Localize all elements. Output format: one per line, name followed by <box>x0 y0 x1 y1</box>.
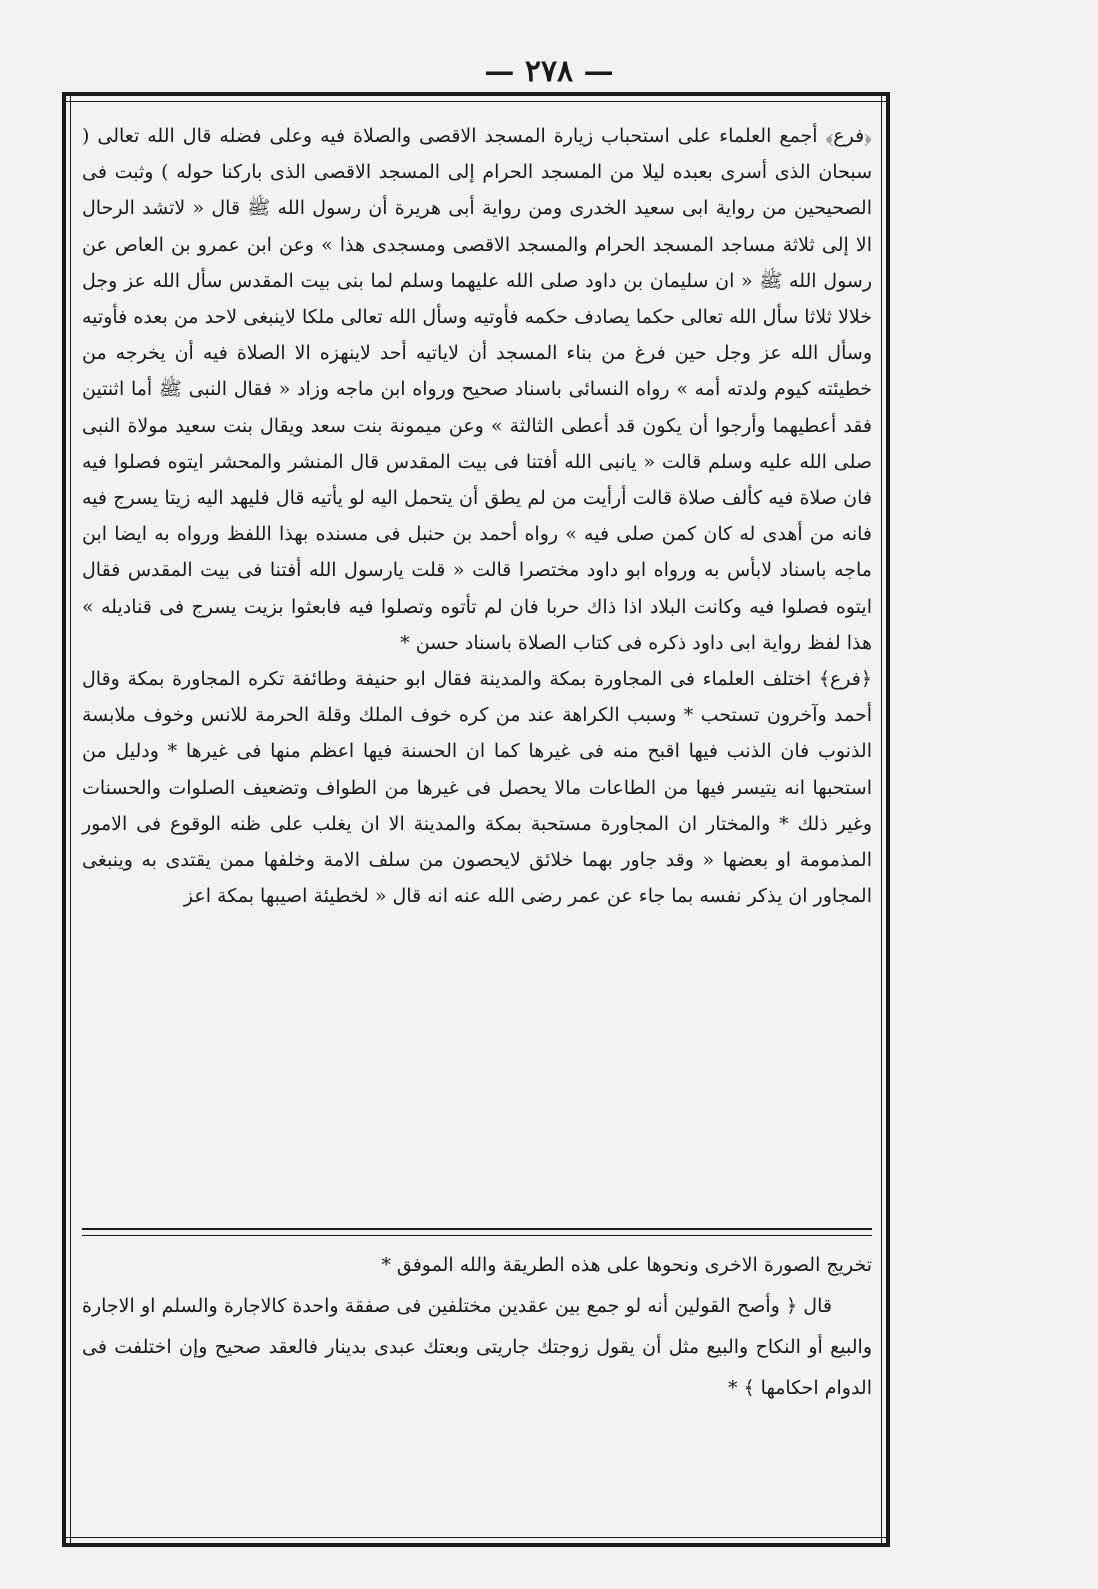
main-paragraph-2: ﴿فرع﴾ اختلف العلماء فى المجاورة بمكة والمدينة فقال ابو حنيفة وطائفة تكره المجاورة بمكة وقال أحمد وآخرون تستحب * وسبب الكراهة عند من كره خوف الملك وقلة الحرمة للانس وخوف ملابسة الذنوب فان الذنب فيها اقبح منه فى غيرها كما ان الحسنة فيها اعظم منها فى غيرها * ودليل من استحبها انه يتيسر فيها من الطاعات مالا يحصل فى غيرها من الطواف وتضعيف الصلوات والحسنات وغير ذلك * والمختار ان المجاورة مستحبة بمكة والمدينة الا ان يغلب على ظنه الوقوع فى الامور المذمومة او بعضها « وقد جاور بهما خلائق لايحصون من سلف الامة وخلفها ممن يقتدى به وينبغى المجاور ان يذكر نفسه بما جاء عن عمر رضى الله عنه انه قال « لخطيئة اصيبها بمكة اعز <box>82 668 872 908</box>
frame-left-border <box>62 92 71 1547</box>
frame-bottom-border <box>62 1537 890 1547</box>
footnote-divider <box>82 1228 872 1236</box>
footnote-line-2: قال ﴿ وأصح القولين أنه لو جمع بين عقدين مختلفين فى صفقة واحدة كالاجارة والسلم او الاجارة والبيع أو النكاح والبيع مثل أن يقول زوجتك جاريتى وبعتك عبدى بدينار فالعقد صحيح وإن اختلفت فى الدوام احكامها ﴾ * <box>82 1295 872 1399</box>
page-number: — ٢٧٨ — <box>484 54 614 89</box>
main-text-block <box>82 118 872 1226</box>
frame-right-border <box>881 92 890 1547</box>
frame-top-border <box>62 92 890 102</box>
footnote-block <box>82 1245 872 1530</box>
main-paragraph-1: ﴿فرع﴾ أجمع العلماء على استحباب زيارة المسجد الاقصى والصلاة فيه وعلى فضله قال الله تعالى ( سبحان الذى أسرى بعبده ليلا من المسجد الحرام إلى المسجد الاقصى الذى باركنا حوله ) وثبت فى الصحيحين من رواية ابى سعيد الخدرى ومن رواية أبى هريرة أن رسول الله ﷺ قال « لاتشد الرحال الا إلى ثلاثة مساجد المسجد الحرام والمسجد الاقصى ومسجدى هذا » وعن ابن عمرو بن العاص عن رسول الله ﷺ « ان سليمان بن داود صلى الله عليهما وسلم لما بنى بيت المقدس سأل الله عز وجل خلالا ثلاثا سأل الله تعالى حكما يصادف حكمه فأوتيه وسأل الله تعالى ملكا لاينبغى لاحد من بعده فأوتيه وسأل الله عز وجل حين فرغ من بناء المسجد أن لاياتيه أحد لاينهزه الا الصلاة فيه أن يخرجه من خطيئته كيوم ولدته أمه » رواه النسائى باسناد صحيح ورواه ابن ماجه وزاد « فقال النبى ﷺ أما اثنتين فقد أعطيهما وأرجوا أن يكون قد أعطى الثالثة » وعن ميمونة بنت سعد ويقال بنت سعيد مولاة النبى صلى الله عليه وسلم قالت « يانبى الله أفتنا فى بيت المقدس قال المنشر والمحشر ايتوه فصلوا فيه فان صلاة فيه كألف صلاة قالت أرأيت من لم يطق أن يتحمل اليه لو يأتيه قال فليهد اليه زيتا يسرج فيه فانه من أهدى له كان كمن صلى فيه » رواه أحمد بن حنبل فى مسنده بهذا اللفظ ورواه به ايضا ابن ماجه باسناد لابأس به ورواه ابو داود مختصرا قالت « قلت يارسول الله أفتنا فى بيت المقدس فقال ايتوه فصلوا فيه وكانت البلاد اذا ذاك حربا فان لم تأتوه وتصلوا فيه فابعثوا بزيت يسرج فى قناديله » هذا لفظ رواية ابى داود ذكره فى كتاب الصلاة باسناد حسن * <box>82 125 872 654</box>
footnote-line-1: تخريج الصورة الاخرى ونحوها على هذه الطريقة والله الموفق * <box>381 1254 872 1276</box>
